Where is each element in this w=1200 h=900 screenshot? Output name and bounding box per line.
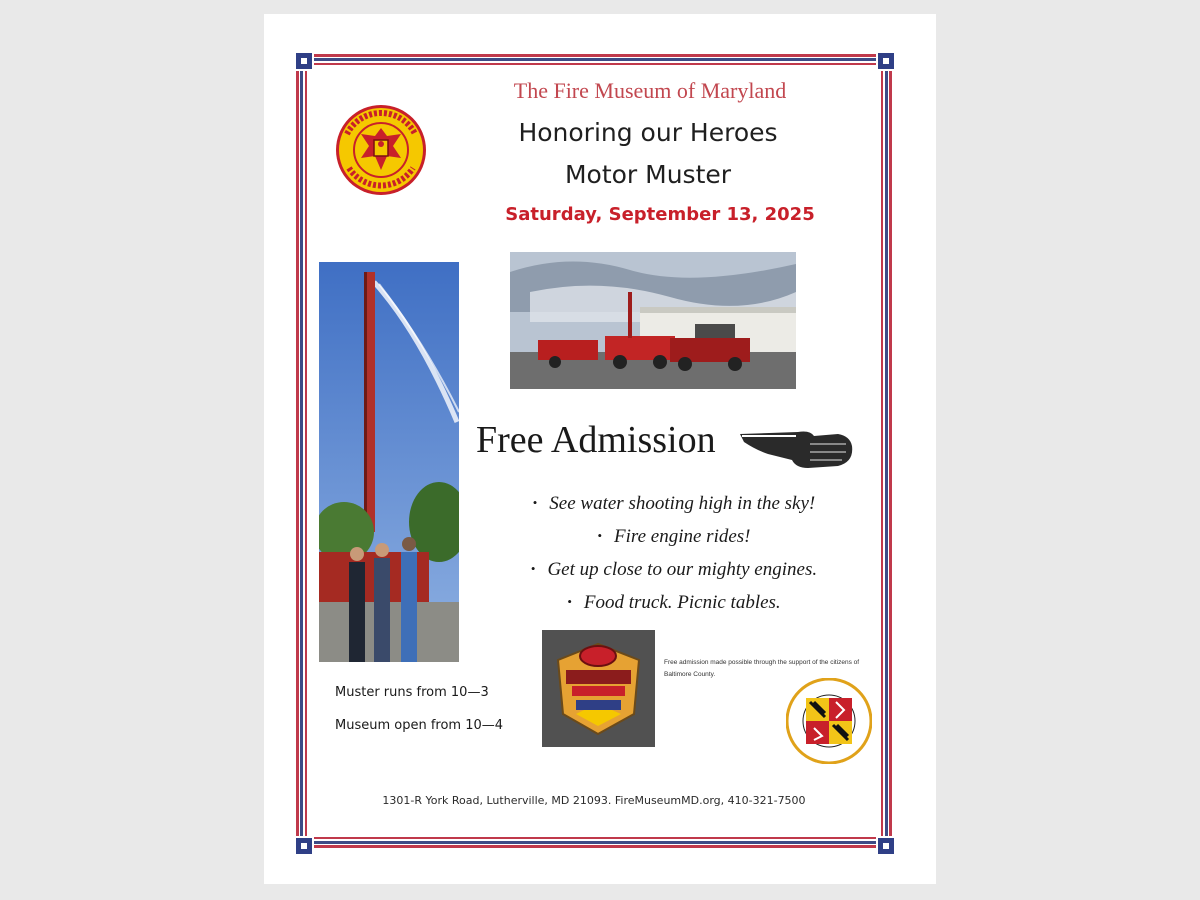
support-note: Free admission made possible through the support of the citizens of Baltimore County. [664,659,860,678]
baltimore-county-seal-icon [786,678,872,764]
pointing-hand-icon [738,424,856,470]
activities-list [466,488,882,620]
motor-muster-badge-icon [542,630,655,747]
list-item: • Food truck. Picnic tables. [466,587,882,620]
address-line: 1301-R York Road, Lutherville, MD 21093. FireMuseumMD.org, 410-321-7500 [382,794,806,807]
list-item: • Fire engine rides! [466,521,882,554]
free-admission-heading: Free Admission [476,419,716,461]
list-item: • Get up close to our mighty engines. [466,554,882,587]
muster-hours: Muster runs from 10—3 [335,685,489,700]
headline-motor-muster: Motor Muster [564,160,732,189]
antique-fire-trucks-photo [510,252,796,389]
corner-ornament-bottom-left [294,836,314,856]
headline-honoring: Honoring our Heroes [518,118,778,147]
motor-muster-badge [542,630,655,747]
museum-title: The Fire Museum of Maryland [513,78,787,103]
fire-museum-logo-icon [335,104,427,196]
museum-hours: Museum open from 10—4 [335,718,504,733]
corner-ornament-top-left [294,51,314,71]
ladder-truck-photo [319,262,459,662]
list-item: • See water shooting high in the sky! [466,488,882,521]
corner-ornament-bottom-right [876,836,896,856]
corner-ornament-top-right [876,51,896,71]
event-date: Saturday, September 13, 2025 [505,204,815,225]
